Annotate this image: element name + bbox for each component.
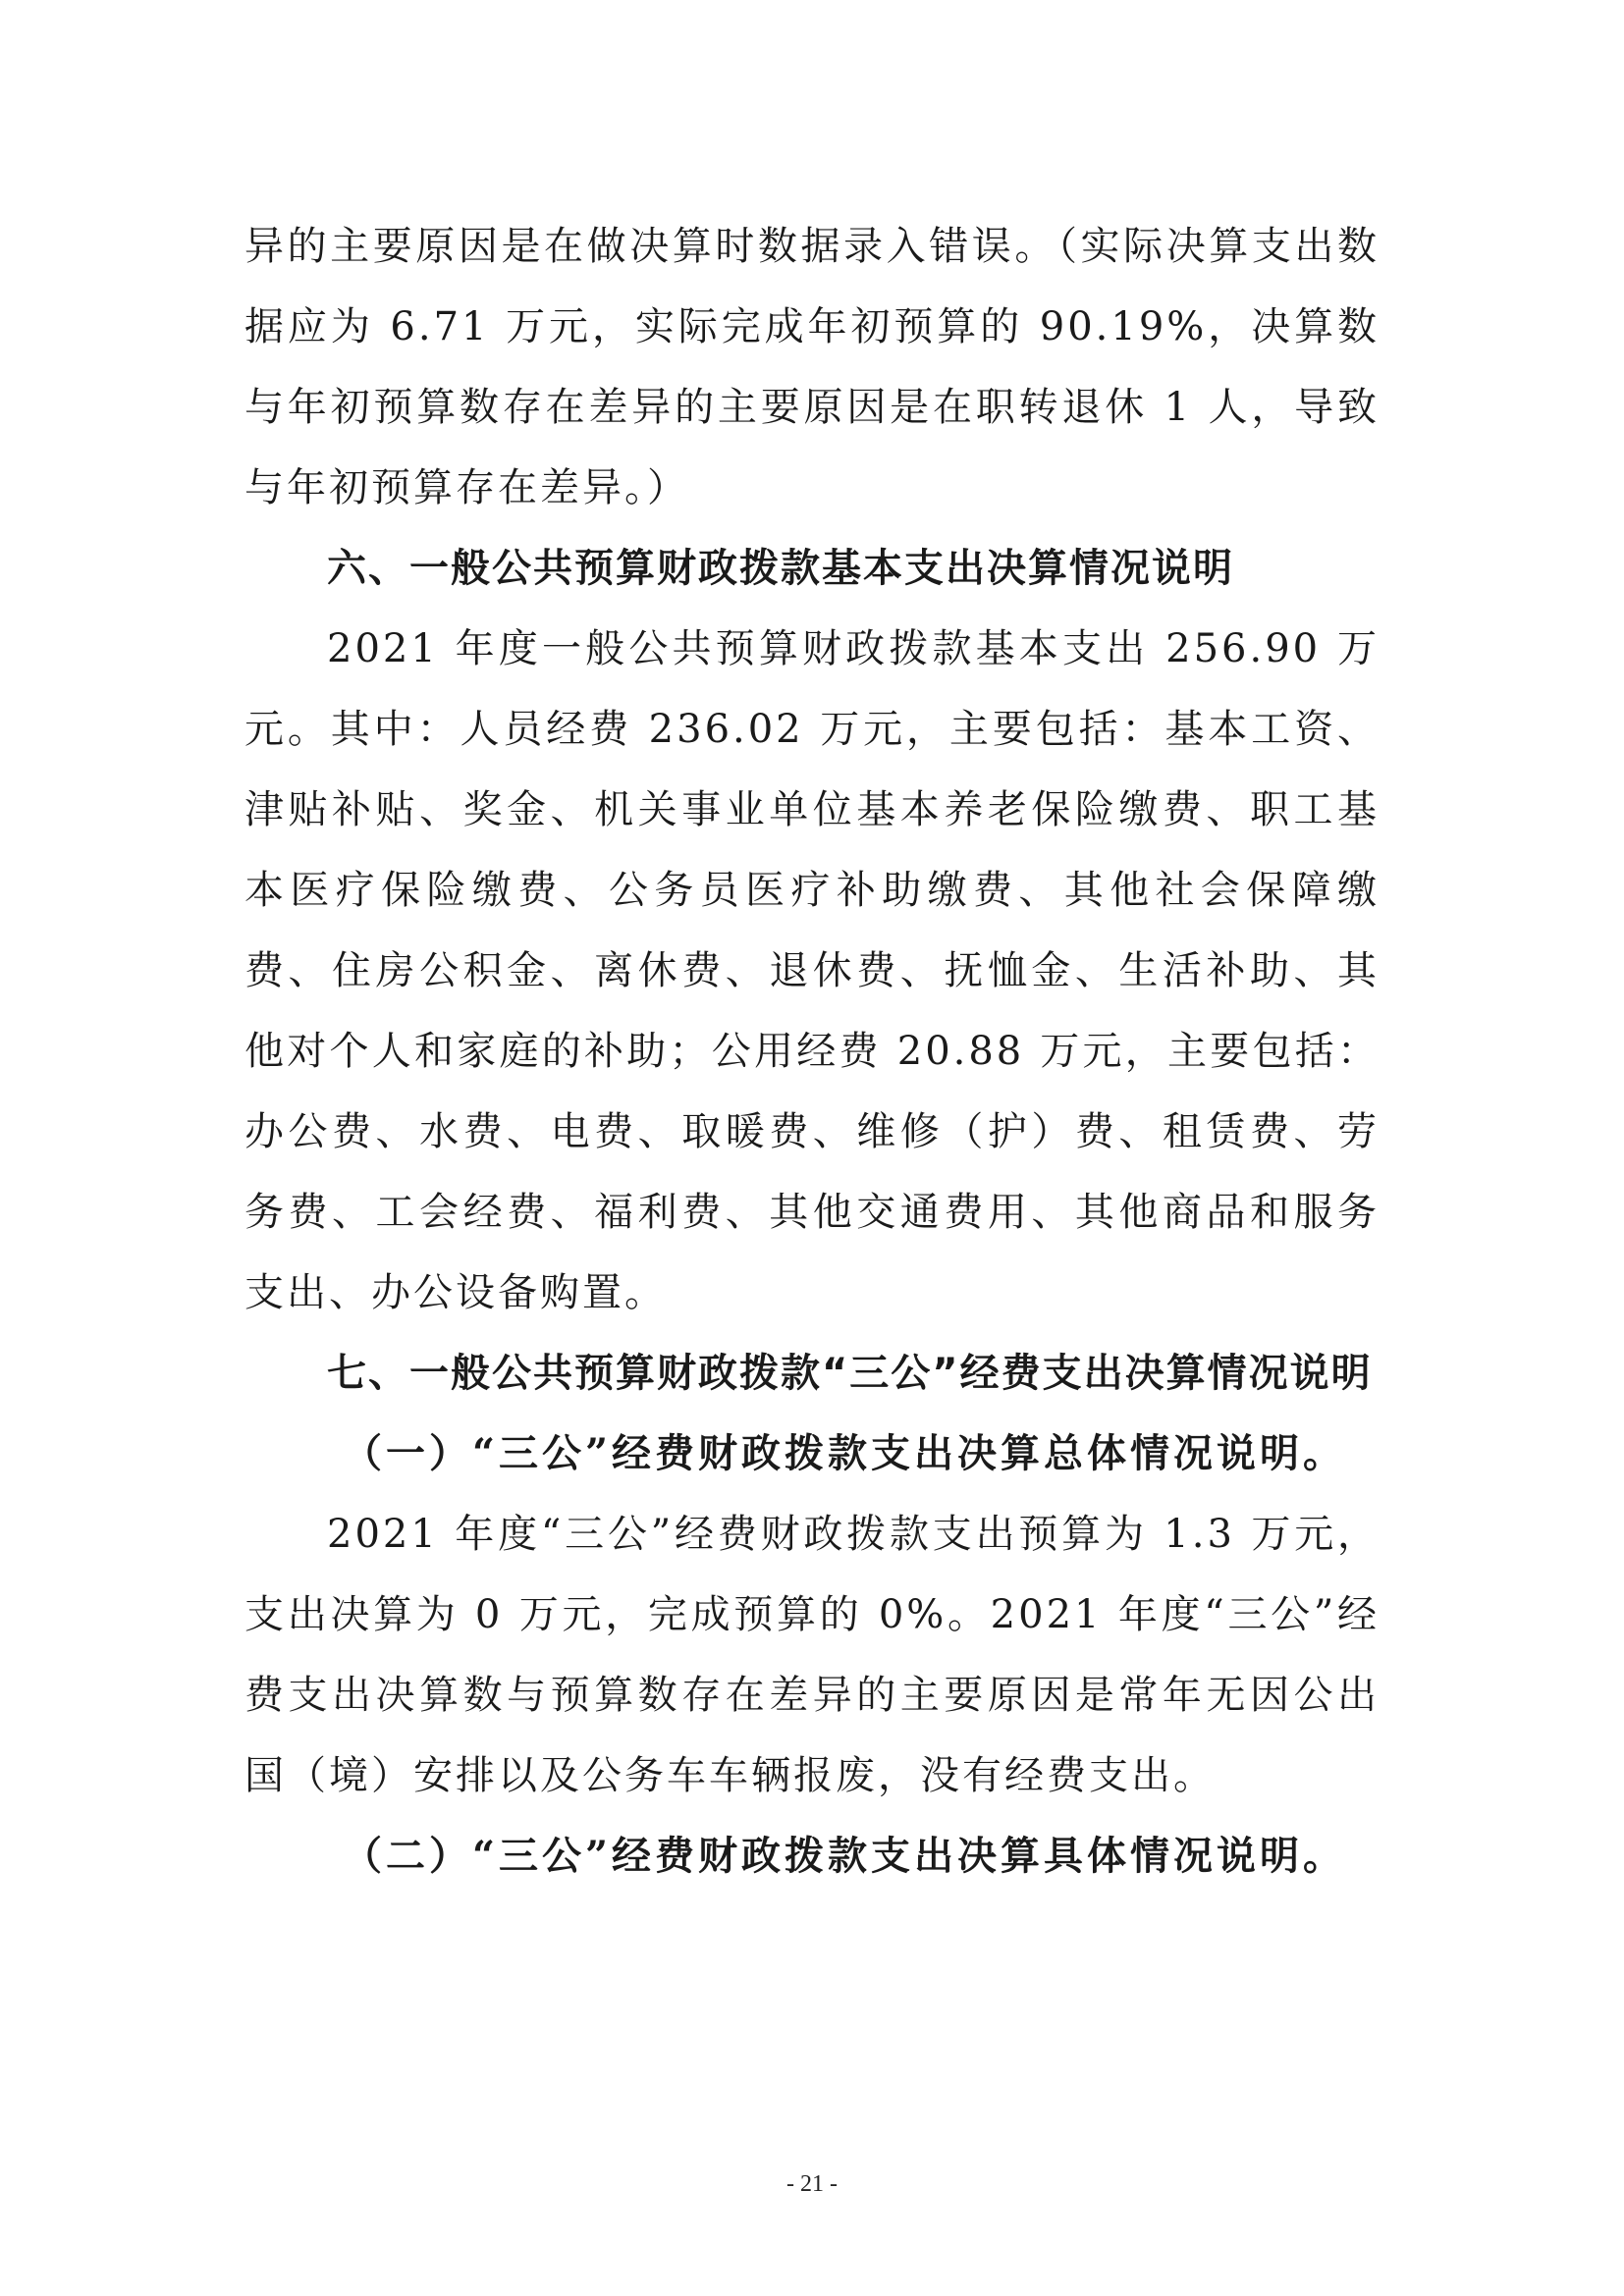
subsection-heading-1: （一）“三公”经费财政拨款支出决算总体情况说明。 [343, 1430, 1347, 1476]
page-number: - 21 - [786, 2171, 838, 2197]
section-heading-6: 六、一般公共预算财政拨款基本支出决算情况说明 [327, 546, 1234, 591]
paragraph-continuation: 异的主要原因是在做决算时数据录入错误。（实际决算支出数据应为 6.71 万元，实际完成年初预算的 90.19%，决算数与年初预算数存在差异的主要原因是在职转退休 1 人，导致与年初预算存在差异。） [244, 224, 1380, 510]
section-heading-7: 七、一般公共预算财政拨款“三公”经费支出决算情况说明 [327, 1351, 1373, 1396]
paragraph-basic-expenditure: 2021 年度一般公共预算财政拨款基本支出 256.90 万元。其中：人员经费 236.02 万元，主要包括：基本工资、津贴补贴、奖金、机关事业单位基本养老保险缴费、职工基本医疗保险缴费、公务员医疗补助缴费、其他社会保障缴费、住房公积金、离休费、退休费、抚恤金、生活补助、其他对个人和家庭的补助；公用经费 20.88 万元，主要包括：办公费、水费、电费、取暖费、维修（护）费、租赁费、劳务费、工会经费、福利费、其他交通费用、其他商品和服务支出、办公设备购置。 [244, 626, 1380, 1315]
subsection-heading-2: （二）“三公”经费财政拨款支出决算具体情况说明。 [343, 1833, 1347, 1879]
paragraph-three-public-overall: 2021 年度“三公”经费财政拨款支出预算为 1.3 万元，支出决算为 0 万元，完成预算的 0%。2021 年度“三公”经费支出决算数与预算数存在差异的主要原因是常年无因公出国（境）安排以及公务车车辆报废，没有经费支出。 [244, 1512, 1380, 1798]
page-body [244, 206, 1380, 1896]
